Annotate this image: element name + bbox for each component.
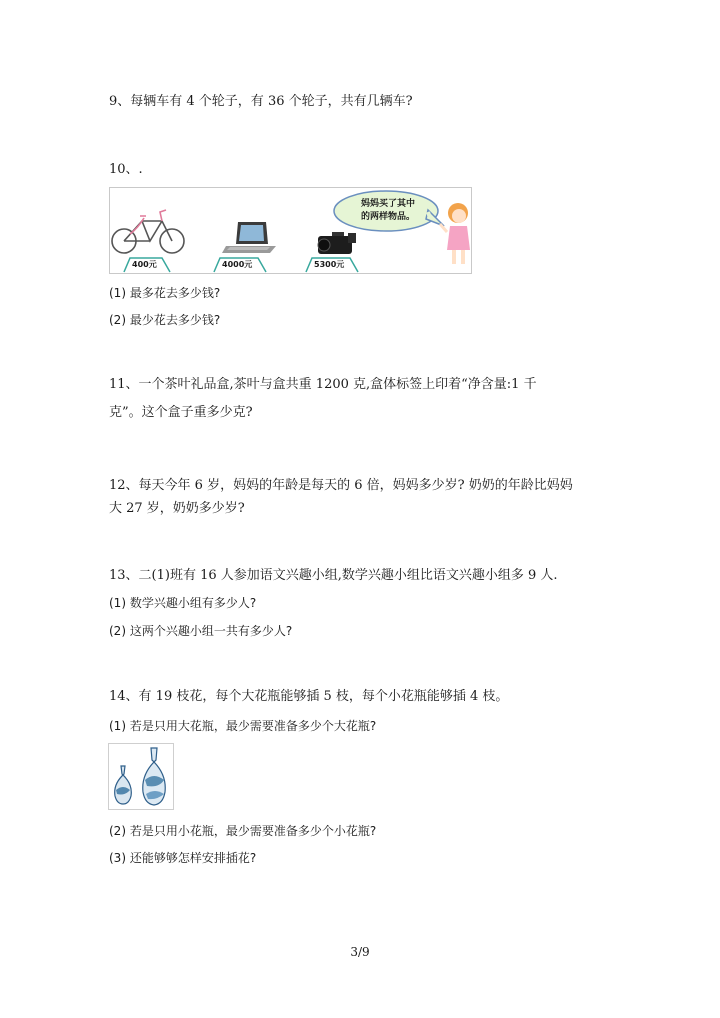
question-14-sub-3: (3) 还能够够怎样安排插花? [109,851,257,865]
question-14-line-1: 14、有 19 枝花，每个大花瓶能够插 5 枝，每个小花瓶能够插 4 枝。 [109,689,509,704]
small-vase-icon [115,766,132,804]
bubble-line-1: 妈妈买了其中 [360,199,415,209]
camcorder-icon [318,232,356,254]
page-number: 3/9 [350,945,370,959]
question-10-figure [109,187,472,274]
question-12-line-1: 12、每天今年 6 岁，妈妈的年龄是每天的 6 倍，妈妈多少岁? 奶奶的年龄比妈妈 [109,478,573,493]
question-13-line-1: 13、二(1)班有 16 人参加语文兴趣小组,数学兴趣小组比语文兴趣小组多 9 人. [109,568,558,583]
price-laptop: 4000元 [222,260,253,269]
question-11-line-1: 11、一个茶叶礼品盒,茶叶与盒共重 1200 克,盒体标签上印着“净含量:1 千 [109,377,537,392]
laptop-icon [222,222,276,253]
question-12-line-2: 大 27 岁，奶奶多少岁? [109,501,245,516]
bubble-text [350,198,426,224]
girl-icon [440,203,470,264]
bubble-line-2: 的两样物品。 [360,212,415,222]
question-14-sub-1: (1) 若是只用大花瓶，最少需要准备多少个大花瓶? [109,719,377,733]
question-13-sub-2: (2) 这两个兴趣小组一共有多少人? [109,624,293,638]
question-10-sub-2: (2) 最少花去多少钱? [109,313,221,327]
question-9: 9、每辆车有 4 个轮子，有 36 个轮子，共有几辆车? [109,94,413,109]
price-bicycle: 400元 [132,260,157,269]
question-14-sub-2: (2) 若是只用小花瓶，最少需要准备多少个小花瓶? [109,824,377,838]
price-camcorder: 5300元 [314,260,345,269]
question-10-sub-1: (1) 最多花去多少钱? [109,286,221,300]
question-10-heading: 10、. [109,162,143,177]
bicycle-icon [112,210,184,253]
question-11-line-2: 克”。这个盒子重多少克? [109,405,253,420]
question-13-sub-1: (1) 数学兴趣小组有多少人? [109,596,257,610]
large-vase-icon [143,748,165,805]
question-14-figure [108,743,174,810]
